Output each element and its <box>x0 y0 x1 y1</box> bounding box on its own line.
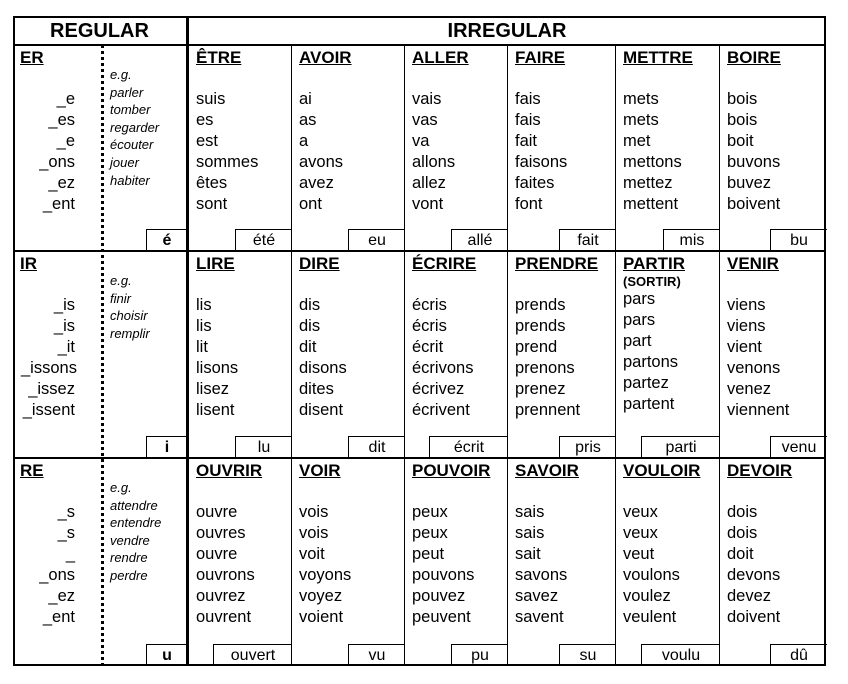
conjugated-form: boivent <box>727 195 781 213</box>
conjugated-form: dois <box>727 524 758 542</box>
conjugated-form: mets <box>623 90 659 108</box>
conjugated-form: vont <box>412 195 444 213</box>
conjugated-form: écrit <box>412 338 444 356</box>
ending: _ <box>65 545 75 563</box>
conjugated-form: prennent <box>515 401 581 419</box>
verb-conjugation <box>412 502 474 628</box>
conjugated-form: prends <box>515 317 566 335</box>
verb-infinitive: DIRE <box>299 254 340 273</box>
verb-infinitive: METTRE <box>623 48 693 67</box>
verb-infinitive-alt: (SORTIR) <box>623 274 681 289</box>
conjugated-form: dois <box>727 503 758 521</box>
conjugated-form: écris <box>412 317 447 335</box>
verb-infinitive: PRENDRE <box>515 254 599 273</box>
conjugated-form: voyez <box>299 587 343 605</box>
conjugated-form: fais <box>515 111 541 129</box>
ending: _it <box>57 338 75 356</box>
conjugated-form: a <box>299 132 309 150</box>
conjugated-form: part <box>623 332 652 350</box>
example-verb: attendre <box>110 497 158 513</box>
past-participle: fait <box>559 229 616 251</box>
example-verb: habiter <box>110 172 150 188</box>
table-border-left <box>13 16 15 666</box>
example-verb: vendre <box>110 532 150 548</box>
verb-conjugation <box>727 295 789 421</box>
verb-conjugation <box>727 502 780 628</box>
past-participle: pris <box>559 436 616 458</box>
past-participle: été <box>235 229 292 251</box>
conjugated-form: dit <box>299 338 317 356</box>
verb-conjugation <box>196 295 238 421</box>
conjugated-form: peut <box>412 545 445 563</box>
conjugated-form: ouvre <box>196 545 238 563</box>
conjugated-form: écrivent <box>412 401 470 419</box>
verb-infinitive: PARTIR <box>623 254 686 273</box>
conjugated-form: vient <box>727 338 762 356</box>
conjugated-form: devons <box>727 566 781 584</box>
conjugated-form: peux <box>412 503 448 521</box>
conjugated-form: voyons <box>299 566 352 584</box>
verb-infinitive: VOIR <box>299 461 341 480</box>
ending: _e <box>56 90 75 108</box>
conjugated-form: partez <box>623 374 669 392</box>
conjugated-form: ouvre <box>196 503 238 521</box>
conjugation-table <box>13 16 826 666</box>
example-verb: entendre <box>110 515 162 531</box>
conjugated-form: as <box>299 111 317 129</box>
past-participle: eu <box>348 229 405 251</box>
ending: _ons <box>39 153 75 171</box>
column-divider <box>719 45 720 666</box>
conjugated-form: fais <box>515 90 541 108</box>
verb-infinitive: FAIRE <box>515 48 566 67</box>
conjugated-form: disent <box>299 401 344 419</box>
regular-endings <box>21 502 75 628</box>
ending: _issez <box>28 380 75 398</box>
conjugated-form: veux <box>623 524 658 542</box>
conjugated-form: es <box>196 111 214 129</box>
conjugated-form: prenez <box>515 380 566 398</box>
past-participle: venu <box>770 436 827 458</box>
conjugated-form: bois <box>727 111 758 129</box>
example-prefix: e.g. <box>110 480 132 495</box>
conjugated-form: ai <box>299 90 312 108</box>
conjugated-form: doivent <box>727 608 781 626</box>
past-participle: écrit <box>429 436 508 458</box>
verb-infinitive: ALLER <box>412 48 469 67</box>
conjugated-form: font <box>515 195 543 213</box>
past-participle: su <box>559 644 616 666</box>
conjugated-form: prends <box>515 296 566 314</box>
column-divider <box>404 45 405 666</box>
conjugated-form: ouvres <box>196 524 246 542</box>
conjugated-form: prenons <box>515 359 575 377</box>
conjugated-form: pouvez <box>412 587 466 605</box>
conjugated-form: met <box>623 132 651 150</box>
past-participle: vu <box>348 644 405 666</box>
conjugated-form: faisons <box>515 153 568 171</box>
past-participle: pu <box>451 644 508 666</box>
conjugated-form: lit <box>196 338 208 356</box>
example-verb: tomber <box>110 102 151 118</box>
verb-infinitive: DEVOIR <box>727 461 793 480</box>
conjugated-form: dis <box>299 296 321 314</box>
past-participle: dû <box>770 644 827 666</box>
conjugated-form: voient <box>299 608 344 626</box>
column-divider <box>615 45 616 666</box>
verb-conjugation <box>623 89 682 215</box>
conjugated-form: lisez <box>196 380 230 398</box>
verb-infinitive: POUVOIR <box>412 461 491 480</box>
conjugated-form: allons <box>412 153 456 171</box>
ending: _ez <box>48 174 75 192</box>
conjugated-form: sommes <box>196 153 259 171</box>
conjugated-form: fait <box>515 132 538 150</box>
conjugated-form: dis <box>299 317 321 335</box>
verb-infinitive: VENIR <box>727 254 779 273</box>
regular-participle: i <box>146 436 187 458</box>
conjugated-form: veut <box>623 545 655 563</box>
conjugated-form: voit <box>299 545 325 563</box>
verb-conjugation <box>299 89 343 215</box>
verb-conjugation <box>196 502 255 628</box>
conjugated-form: lisons <box>196 359 239 377</box>
ending: _is <box>53 317 75 335</box>
past-participle: ouvert <box>213 644 292 666</box>
conjugated-form: savez <box>515 587 559 605</box>
conjugated-form: lisent <box>196 401 235 419</box>
conjugated-form: vois <box>299 503 329 521</box>
verb-infinitive: BOIRE <box>727 48 781 67</box>
past-participle: bu <box>770 229 827 251</box>
regular-group-label: RE <box>20 461 44 480</box>
example-verb: écouter <box>110 137 154 153</box>
conjugated-form: mettent <box>623 195 679 213</box>
conjugated-form: viennent <box>727 401 790 419</box>
conjugated-form: dites <box>299 380 334 398</box>
conjugated-form: bois <box>727 90 758 108</box>
conjugated-form: avez <box>299 174 334 192</box>
conjugated-form: viens <box>727 317 766 335</box>
regular-participle: é <box>146 229 187 251</box>
verb-conjugation <box>412 295 473 421</box>
conjugated-form: est <box>196 132 219 150</box>
conjugated-form: pouvons <box>412 566 475 584</box>
conjugated-form: sais <box>515 524 545 542</box>
column-divider <box>291 45 292 666</box>
example-verb: parler <box>110 84 144 100</box>
conjugated-form: venons <box>727 359 781 377</box>
regular-group-label: IR <box>20 254 37 273</box>
past-participle: parti <box>641 436 720 458</box>
regular-examples <box>110 272 150 342</box>
conjugated-form: buvez <box>727 174 772 192</box>
ending: _ez <box>48 587 75 605</box>
verb-infinitive: OUVRIR <box>196 461 263 480</box>
conjugated-form: partent <box>623 395 675 413</box>
conjugated-form: êtes <box>196 174 228 192</box>
verb-conjugation <box>727 89 780 215</box>
past-participle: dit <box>348 436 405 458</box>
ending: _s <box>57 524 75 542</box>
conjugated-form: va <box>412 132 430 150</box>
example-verb: jouer <box>110 154 139 170</box>
table-border-top <box>13 16 826 18</box>
column-divider <box>507 45 508 666</box>
conjugated-form: venez <box>727 380 772 398</box>
example-prefix: e.g. <box>110 67 132 82</box>
verb-conjugation <box>299 295 347 421</box>
example-prefix: e.g. <box>110 273 132 288</box>
conjugated-form: pars <box>623 311 656 329</box>
ending: _is <box>53 296 75 314</box>
conjugated-form: buvons <box>727 153 781 171</box>
verb-conjugation <box>515 89 567 215</box>
verb-infinitive: LIRE <box>196 254 235 273</box>
conjugated-form: suis <box>196 90 226 108</box>
conjugated-form: doit <box>727 545 754 563</box>
verb-conjugation <box>196 89 258 215</box>
ending: _s <box>57 503 75 521</box>
conjugated-form: lis <box>196 317 212 335</box>
conjugated-form: ont <box>299 195 322 213</box>
conjugated-form: boit <box>727 132 754 150</box>
conjugated-form: vas <box>412 111 438 129</box>
conjugated-form: lis <box>196 296 212 314</box>
conjugated-form: peux <box>412 524 448 542</box>
regular-header: REGULAR <box>50 20 149 42</box>
table-border-right <box>824 16 826 666</box>
header-divider <box>13 44 826 46</box>
verb-conjugation <box>623 289 678 415</box>
conjugated-form: avons <box>299 153 344 171</box>
verb-infinitive: AVOIR <box>299 48 352 67</box>
ending: _es <box>48 111 75 129</box>
conjugated-form: allez <box>412 174 446 192</box>
conjugated-form: mettez <box>623 174 673 192</box>
conjugated-form: savent <box>515 608 564 626</box>
verb-conjugation <box>299 502 351 628</box>
conjugated-form: viens <box>727 296 766 314</box>
regular-group-label: ER <box>20 48 44 67</box>
verb-infinitive: VOULOIR <box>623 461 701 480</box>
conjugated-form: sont <box>196 195 228 213</box>
regular-examples <box>110 479 161 585</box>
verb-conjugation <box>623 502 680 628</box>
ending: _ent <box>42 195 75 213</box>
regular-participle: u <box>146 644 187 666</box>
conjugated-form: partons <box>623 353 679 371</box>
verb-infinitive: SAVOIR <box>515 461 579 480</box>
example-verb: remplir <box>110 325 150 341</box>
past-participle: lu <box>235 436 292 458</box>
conjugated-form: écrivons <box>412 359 474 377</box>
conjugated-form: vois <box>299 524 329 542</box>
ending: _issent <box>22 401 75 419</box>
conjugated-form: ouvrent <box>196 608 252 626</box>
verb-infinitive: ÉCRIRE <box>412 254 477 273</box>
verb-conjugation <box>412 89 455 215</box>
verb-infinitive: ÊTRE <box>196 48 242 67</box>
regular-examples <box>110 66 159 189</box>
example-verb: rendre <box>110 550 148 566</box>
conjugated-form: voulez <box>623 587 671 605</box>
conjugated-form: ouvrez <box>196 587 246 605</box>
conjugated-form: prend <box>515 338 558 356</box>
past-participle: allé <box>451 229 508 251</box>
conjugated-form: savons <box>515 566 568 584</box>
conjugated-form: veux <box>623 503 658 521</box>
ending: _issons <box>21 359 77 377</box>
conjugated-form: mettons <box>623 153 682 171</box>
conjugated-form: pars <box>623 290 656 308</box>
verb-conjugation <box>515 502 567 628</box>
conjugated-form: veulent <box>623 608 677 626</box>
conjugated-form: faites <box>515 174 555 192</box>
past-participle: mis <box>663 229 720 251</box>
conjugated-form: sais <box>515 503 545 521</box>
conjugated-form: mets <box>623 111 659 129</box>
irregular-header: IRREGULAR <box>447 20 567 42</box>
conjugated-form: vais <box>412 90 442 108</box>
conjugated-form: devez <box>727 587 772 605</box>
ending: _e <box>56 132 75 150</box>
conjugated-form: sait <box>515 545 541 563</box>
conjugated-form: voulons <box>623 566 680 584</box>
conjugated-form: ouvrons <box>196 566 255 584</box>
conjugated-form: écrivez <box>412 380 465 398</box>
example-verb: regarder <box>110 119 160 135</box>
regular-irregular-divider <box>186 16 189 666</box>
example-verb: choisir <box>110 308 148 324</box>
ending: _ons <box>39 566 75 584</box>
regular-endings <box>21 89 75 215</box>
conjugated-form: peuvent <box>412 608 471 626</box>
conjugated-form: disons <box>299 359 347 377</box>
ending: _ent <box>42 608 75 626</box>
verb-conjugation <box>515 295 580 421</box>
regular-dotted-divider <box>101 45 104 666</box>
regular-endings <box>21 295 75 421</box>
example-verb: perdre <box>110 567 148 583</box>
conjugated-form: écris <box>412 296 447 314</box>
example-verb: finir <box>110 290 131 306</box>
past-participle: voulu <box>641 644 720 666</box>
